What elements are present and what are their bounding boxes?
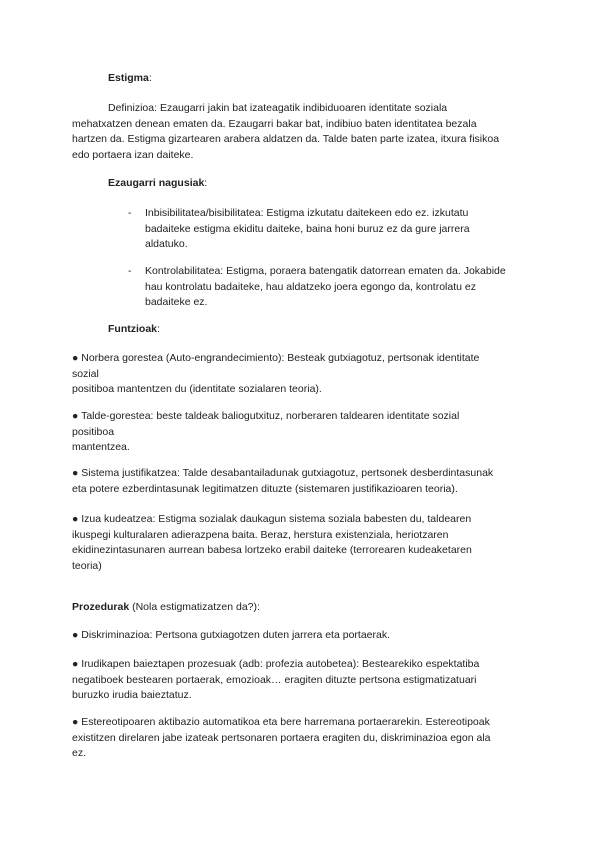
list-item-line: ● Sistema justifikatzea: Talde desabantailadunak gutxiagotuz, pertsonek desberdintasunak (72, 467, 494, 479)
list-item-line: buruzko irudia baieztatuz. (72, 689, 192, 701)
list-dash: - (128, 265, 132, 277)
list-item-line: eta potere ezberdintasunak legitimatzen dituzte (sistemaren justifikazioaren teoria). (72, 482, 458, 495)
funtzio-item-norbera-gorestea (72, 351, 532, 398)
list-item-line: ● Norbera gorestea (Auto-engrandecimiento): Besteak gutxiagotuz, pertsonak identitate (72, 352, 480, 364)
list-item-line: badaiteke estigma ekiditu daiteke, baina honi buruz ez da gure jarrera (145, 222, 470, 235)
list-item-line: mantentzea. (72, 441, 130, 453)
list-item-line: badaiteke ez. (145, 296, 208, 308)
list-item-line: ● Irudikapen baieztapen prozesuak (adb: profezia autobetea): Bestearekiko espektatiba (72, 658, 480, 670)
list-item-line: sozial (72, 367, 99, 380)
prozedurak-heading: Prozedurak (Nola estigmatizatzen da?): (72, 601, 260, 613)
definizioa-line: mehatxatzen denean ematen da. Ezaugarri bakar bat, indibiuo baten identitatea bezala (72, 117, 477, 130)
prozedura-item-irudikapen (72, 657, 532, 704)
prozedura-item-diskriminazioa (72, 628, 532, 644)
list-item-line: ● Izua kudeatzea: Estigma sozialak daukagun sistema soziala babesten du, taldearen (72, 513, 472, 525)
list-item-line: Inbisibilitatea/bisibilitatea: Estigma izkutatu daitekeen edo ez. izkutatu (145, 207, 469, 219)
list-item-line: ● Estereotipoaren aktibazio automatikoa eta bere harremana portaerarekin. Estereotipoak (72, 716, 490, 728)
list-item-line: teoria) (72, 559, 102, 572)
list-item-line: positiboa mantentzen du (identitate sozialaren teoria). (72, 383, 322, 395)
list-item-line: Kontrolabilitatea: Estigma, poraera batengatik datorrean ematen da. Jokabide (145, 265, 506, 277)
estigma-heading: Estigma: (108, 72, 152, 84)
funtzio-item-izua-kudeatzea (72, 512, 532, 574)
list-dash: - (128, 207, 132, 219)
list-item-line: positiboa (72, 425, 115, 438)
funtzio-item-sistema-justifikatzea (72, 466, 532, 497)
list-item-line: hau kontrolatu badaiteke, hau aldatzeko joera egongo da, kontrolatu ez (145, 280, 476, 293)
list-item-line: aldatuko. (145, 238, 188, 250)
list-item-line: ● Talde-gorestea: beste taldeak baliogutxituz, norberaren taldearen identitate sozial (72, 410, 460, 422)
ezaugarri-item-kontrolabilitatea (145, 264, 540, 311)
prozedura-item-estereotipoa (72, 715, 532, 762)
definizioa-line: hartzen da. Estigma gizartearen arabera aldatzen da. Talde baten parte izatea, itxura fisikoa (72, 133, 500, 145)
definizioa-paragraph (72, 101, 532, 163)
ezaugarri-item-inbisibilitatea (145, 206, 540, 253)
list-item-line: ● Diskriminazioa: Pertsona gutxiagotzen duten jarrera eta portaerak. (72, 629, 391, 641)
list-item-line: negatiboek bestearen portaerak, emozioak… eragiten dituzte pertsona estigmatizatuari (72, 673, 477, 686)
list-item-line: existitzen direlaren jabe izateak pertsonaren portaera eragiten du, diskriminazioa egon ala (72, 731, 491, 744)
definizioa-line: Definizioa: Ezaugarri jakin bat izateagatik indibiduoaren identitate soziala (108, 102, 448, 114)
list-item-line: ikuspegi kulturalaren adierazpena baita. Beraz, herstura existenziala, heriotzaren (72, 528, 449, 541)
ezaugarriak-heading: Ezaugarri nagusiak: (108, 177, 208, 189)
definizioa-line: edo portaera izan daiteke. (72, 148, 194, 161)
funtzio-item-talde-gorestea (72, 409, 532, 456)
list-item-line: ez. (72, 747, 87, 759)
list-item-line: ekidinezintasunaren aurrean babesa lortzeko erabil daiteke (terrorearen kudeaketaren (72, 544, 472, 556)
funtzioak-heading: Funtzioak: (108, 323, 160, 335)
